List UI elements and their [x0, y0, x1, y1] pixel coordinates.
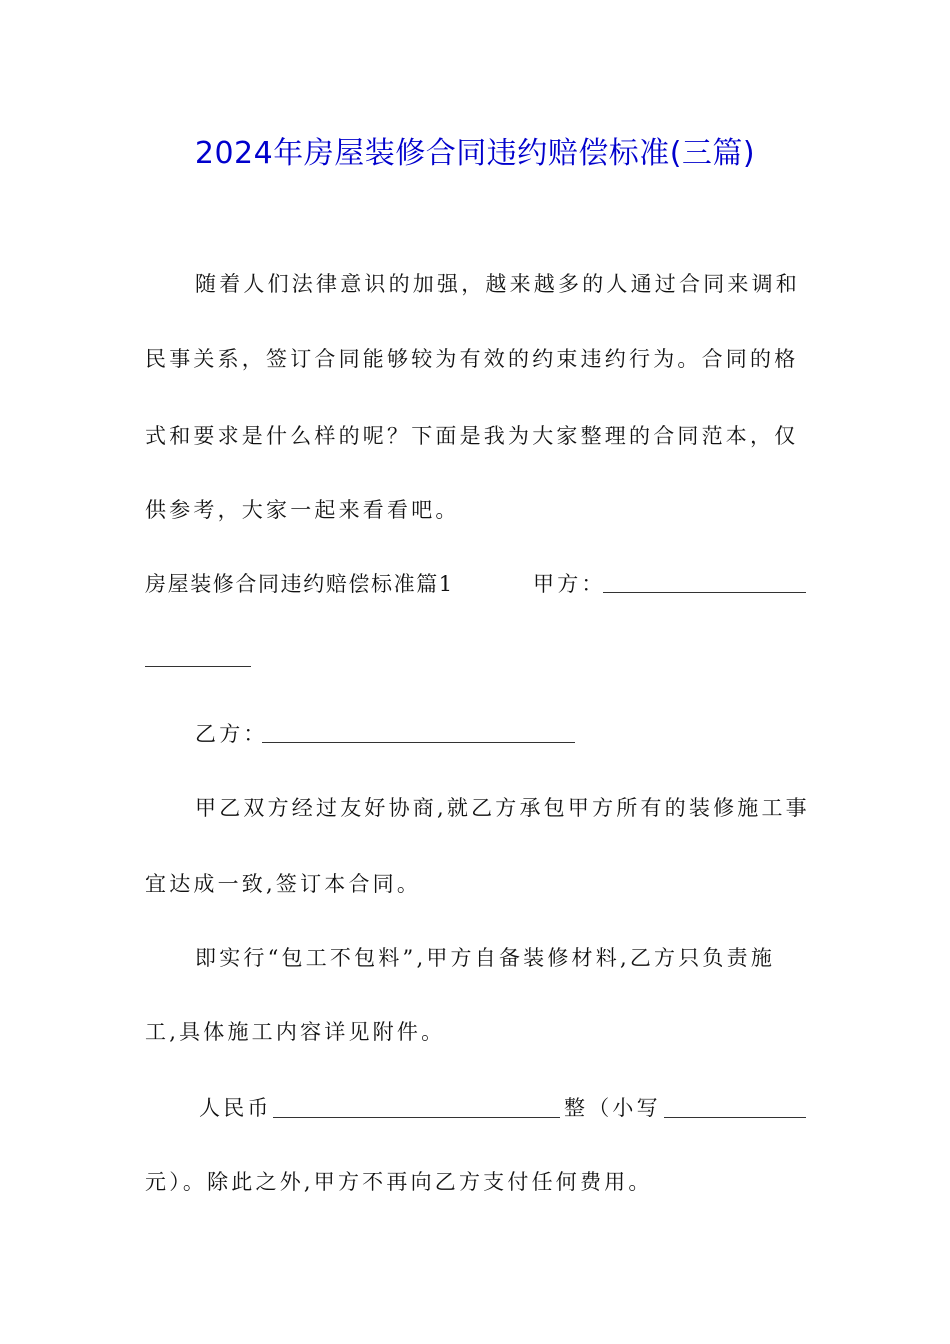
section-heading: 房屋装修合同违约赔偿标准篇1 — [145, 572, 454, 596]
party-a-blank-2 — [145, 644, 251, 667]
party-a-label: 甲方： — [533, 572, 606, 596]
para1-line-1: 甲乙双方经过友好协商,就乙方承包甲方所有的装修施工事 — [195, 796, 810, 820]
para1-line-2: 宜达成一致,签订本合同。 — [145, 872, 422, 896]
amount-mid: 整（小写 — [564, 1096, 661, 1120]
party-b-blank — [262, 720, 575, 743]
party-b-label: 乙方： — [195, 722, 268, 746]
amount-prefix: 人民币 — [199, 1096, 272, 1120]
para2-line-2: 工,具体施工内容详见附件。 — [145, 1020, 446, 1044]
intro-line-3: 式和要求是什么样的呢？下面是我为大家整理的合同范本，仅 — [145, 424, 799, 448]
amount-end-line: 元）。除此之外,甲方不再向乙方支付任何费用。 — [145, 1170, 653, 1194]
intro-line-2: 民事关系，签订合同能够较为有效的约束违约行为。合同的格 — [145, 347, 799, 371]
document-title: 2024年房屋装修合同违约赔偿标准(三篇) — [194, 136, 756, 171]
intro-line-1: 随着人们法律意识的加强，越来越多的人通过合同来调和 — [195, 272, 800, 296]
intro-line-4: 供参考，大家一起来看看吧。 — [145, 498, 460, 522]
para2-line-1: 即实行“包工不包料”,甲方自备装修材料,乙方只负责施 — [195, 946, 776, 970]
party-a-blank-1 — [603, 570, 806, 593]
amount-blank — [273, 1095, 560, 1118]
amount-lowercase-blank — [664, 1095, 806, 1118]
